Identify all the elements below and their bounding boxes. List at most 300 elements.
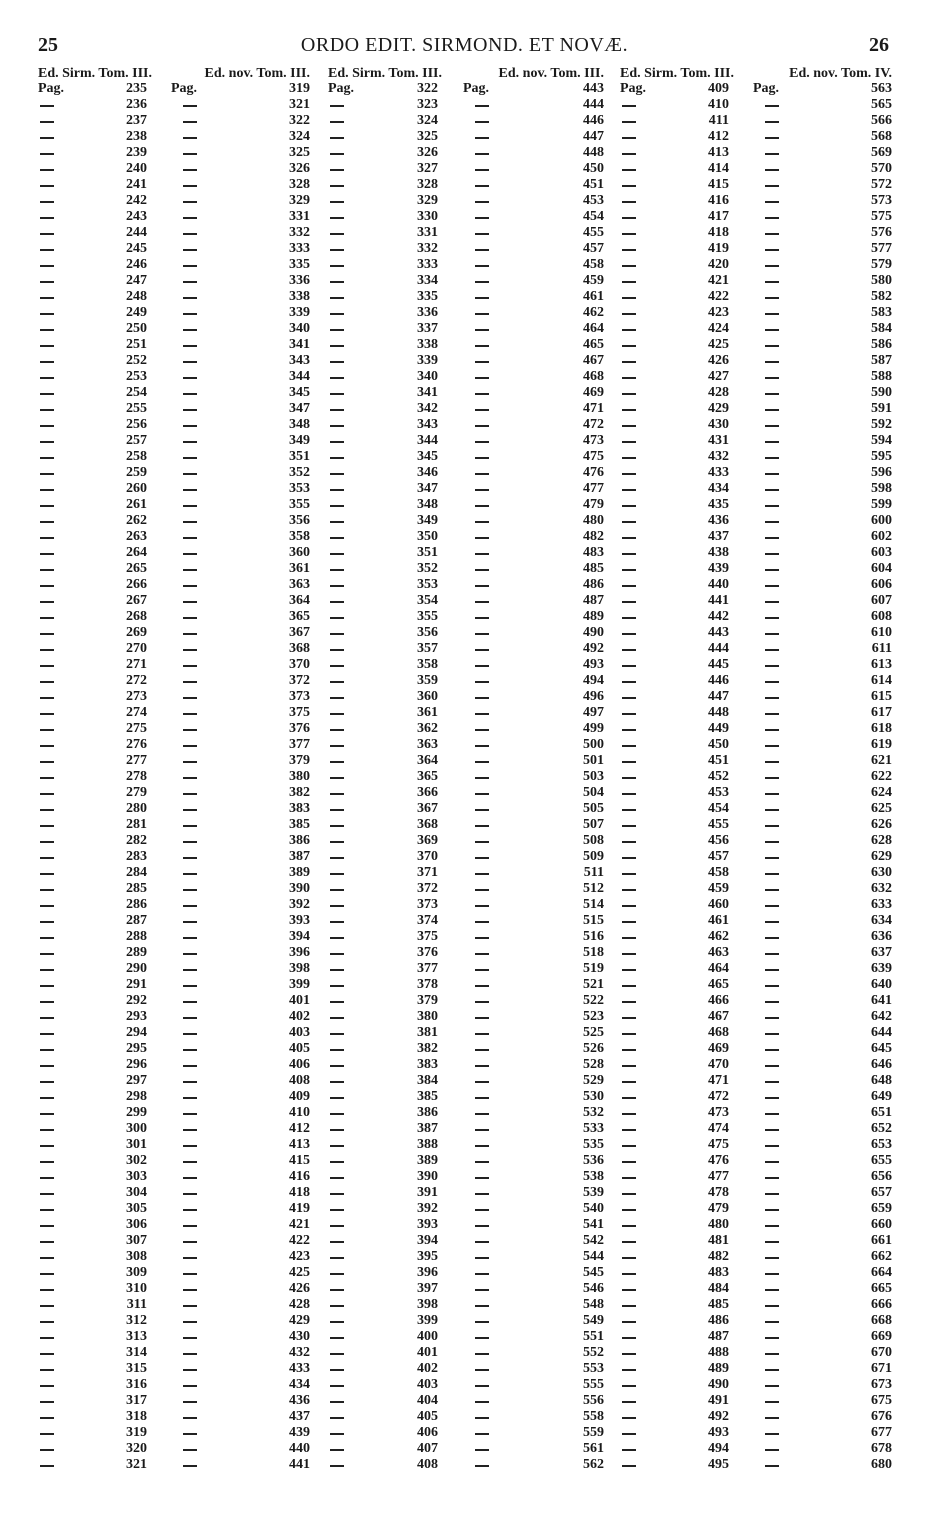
ditto-dash xyxy=(765,425,779,427)
sirmond-page-number: 478 xyxy=(708,1185,729,1200)
ditto-dash xyxy=(330,585,344,587)
ditto-dash xyxy=(622,137,636,139)
ditto-dash xyxy=(40,217,54,219)
sirmond-page-number: 283 xyxy=(126,849,147,864)
ditto-dash xyxy=(183,1465,197,1467)
new-edition-page-number: 539 xyxy=(583,1185,604,1200)
ditto-dash xyxy=(622,585,636,587)
new-edition-page-number: 655 xyxy=(871,1153,892,1168)
new-edition-page-number: 632 xyxy=(871,881,892,896)
sirmond-page-number: 396 xyxy=(417,1265,438,1280)
new-edition-page-number: 428 xyxy=(289,1297,310,1312)
sirmond-page-number: 315 xyxy=(126,1361,147,1376)
ditto-dash xyxy=(765,1145,779,1147)
new-edition-page-number: 662 xyxy=(871,1249,892,1264)
new-edition-page-number: 383 xyxy=(289,801,310,816)
table-row xyxy=(328,529,604,545)
new-edition-page-number: 606 xyxy=(871,577,892,592)
ditto-dash xyxy=(765,393,779,395)
table-row xyxy=(328,673,604,689)
table-row xyxy=(38,961,310,977)
ditto-dash xyxy=(40,233,54,235)
ditto-dash xyxy=(475,697,489,699)
sirmond-page-number: 410 xyxy=(708,97,729,112)
table-row xyxy=(620,1025,892,1041)
sirmond-page-number: 357 xyxy=(417,641,438,656)
table-row xyxy=(328,929,604,945)
sirmond-page-number: 448 xyxy=(708,705,729,720)
table-row xyxy=(328,209,604,225)
table-row xyxy=(38,1105,310,1121)
new-edition-page-number: 341 xyxy=(289,337,310,352)
table-row xyxy=(38,1025,310,1041)
ditto-dash xyxy=(330,937,344,939)
new-edition-page-number: 530 xyxy=(583,1089,604,1104)
table-row xyxy=(38,289,310,305)
ditto-dash xyxy=(622,841,636,843)
table-row xyxy=(328,257,604,273)
ditto-dash xyxy=(40,777,54,779)
ditto-dash xyxy=(330,313,344,315)
new-edition-page-number: 454 xyxy=(583,209,604,224)
table-row xyxy=(328,1057,604,1073)
ditto-dash xyxy=(183,985,197,987)
ditto-dash xyxy=(40,345,54,347)
ditto-dash xyxy=(330,761,344,763)
ditto-dash xyxy=(475,985,489,987)
column-group-header xyxy=(328,66,604,81)
sirmond-page-number: 484 xyxy=(708,1281,729,1296)
table-row xyxy=(38,449,310,465)
ditto-dash xyxy=(475,1033,489,1035)
table-row xyxy=(620,1105,892,1121)
ditto-dash xyxy=(183,1257,197,1259)
ditto-dash xyxy=(183,553,197,555)
new-edition-page-number: 321 xyxy=(289,97,310,112)
sirmond-page-number: 262 xyxy=(126,513,147,528)
sirmond-page-number: 268 xyxy=(126,609,147,624)
table-row xyxy=(38,513,310,529)
table-row xyxy=(38,785,310,801)
ditto-dash xyxy=(765,1081,779,1083)
column-group-header xyxy=(38,66,310,81)
new-edition-page-number: 573 xyxy=(871,193,892,208)
sirmond-page-number: 417 xyxy=(708,209,729,224)
ditto-dash xyxy=(475,249,489,251)
new-edition-page-number: 545 xyxy=(583,1265,604,1280)
new-edition-page-number: 324 xyxy=(289,129,310,144)
sirmond-page-number: 475 xyxy=(708,1137,729,1152)
new-edition-page-number: 335 xyxy=(289,257,310,272)
table-row xyxy=(38,225,310,241)
sirmond-page-number: 378 xyxy=(417,977,438,992)
ditto-dash xyxy=(765,137,779,139)
sirmond-page-number: 482 xyxy=(708,1249,729,1264)
ditto-dash xyxy=(183,873,197,875)
new-edition-page-number: 339 xyxy=(289,305,310,320)
sirmond-page-number: 242 xyxy=(126,193,147,208)
ditto-dash xyxy=(40,745,54,747)
ditto-dash xyxy=(183,777,197,779)
ditto-dash xyxy=(40,1305,54,1307)
sirmond-page-number: 308 xyxy=(126,1249,147,1264)
new-edition-page-number: 548 xyxy=(583,1297,604,1312)
new-edition-page-number: 553 xyxy=(583,1361,604,1376)
ditto-dash xyxy=(40,937,54,939)
table-row xyxy=(38,81,310,97)
ditto-dash xyxy=(475,441,489,443)
sirmond-page-number: 402 xyxy=(417,1361,438,1376)
sirmond-page-number: 384 xyxy=(417,1073,438,1088)
table-row xyxy=(620,177,892,193)
table-row xyxy=(38,817,310,833)
table-row xyxy=(328,1137,604,1153)
ditto-dash xyxy=(765,217,779,219)
ditto-dash xyxy=(40,457,54,459)
ditto-dash xyxy=(475,617,489,619)
table-row xyxy=(328,305,604,321)
sirmond-page-number: 295 xyxy=(126,1041,147,1056)
ditto-dash xyxy=(765,201,779,203)
table-row xyxy=(38,929,310,945)
table-row xyxy=(328,1441,604,1457)
table-row xyxy=(38,1281,310,1297)
table-row xyxy=(620,1409,892,1425)
new-edition-page-number: 486 xyxy=(583,577,604,592)
ditto-dash xyxy=(40,601,54,603)
sirmond-page-number: 314 xyxy=(126,1345,147,1360)
sirmond-page-number: 414 xyxy=(708,161,729,176)
sirmond-page-number: 465 xyxy=(708,977,729,992)
ditto-dash xyxy=(765,569,779,571)
table-row xyxy=(620,81,892,97)
ditto-dash xyxy=(622,1001,636,1003)
ditto-dash xyxy=(330,1161,344,1163)
sirmond-page-number: 301 xyxy=(126,1137,147,1152)
ditto-dash xyxy=(622,313,636,315)
new-edition-page-number: 329 xyxy=(289,193,310,208)
sirmond-page-number: 327 xyxy=(417,161,438,176)
sirmond-page-number: 272 xyxy=(126,673,147,688)
table-row xyxy=(38,1361,310,1377)
ditto-dash xyxy=(330,1321,344,1323)
ditto-dash xyxy=(40,313,54,315)
sirmond-page-number: 361 xyxy=(417,705,438,720)
sirmond-page-number: 458 xyxy=(708,865,729,880)
table-row xyxy=(328,1265,604,1281)
ditto-dash xyxy=(183,1449,197,1451)
sirmond-page-number: 236 xyxy=(126,97,147,112)
table-row xyxy=(38,1409,310,1425)
ditto-dash xyxy=(40,393,54,395)
sirmond-page-number: 463 xyxy=(708,945,729,960)
sirmond-page-number: 351 xyxy=(417,545,438,560)
table-row xyxy=(328,897,604,913)
new-edition-page-number: 512 xyxy=(583,881,604,896)
sirmond-page-number: 235 xyxy=(126,81,147,96)
table-row xyxy=(328,1169,604,1185)
table-row xyxy=(38,1073,310,1089)
ditto-dash xyxy=(183,1065,197,1067)
ditto-dash xyxy=(183,1161,197,1163)
ditto-dash xyxy=(475,1241,489,1243)
new-edition-page-number: 376 xyxy=(289,721,310,736)
new-edition-page-number: 556 xyxy=(583,1393,604,1408)
new-edition-page-number: 497 xyxy=(583,705,604,720)
table-row xyxy=(620,433,892,449)
table-row xyxy=(328,865,604,881)
sirmond-page-number: 387 xyxy=(417,1121,438,1136)
ditto-dash xyxy=(765,473,779,475)
ditto-dash xyxy=(183,1417,197,1419)
ditto-dash xyxy=(40,1401,54,1403)
ditto-dash xyxy=(622,1209,636,1211)
new-edition-page-number: 607 xyxy=(871,593,892,608)
new-edition-page-number: 415 xyxy=(289,1153,310,1168)
new-edition-page-number: 656 xyxy=(871,1169,892,1184)
ditto-dash xyxy=(475,185,489,187)
sirmond-page-number: 245 xyxy=(126,241,147,256)
sirmond-page-number: 400 xyxy=(417,1329,438,1344)
table-row xyxy=(328,993,604,1009)
new-edition-page-number: 360 xyxy=(289,545,310,560)
table-row xyxy=(620,1217,892,1233)
ditto-dash xyxy=(40,265,54,267)
new-edition-page-number: 511 xyxy=(583,865,604,880)
ditto-dash xyxy=(183,569,197,571)
new-edition-page-number: 595 xyxy=(871,449,892,464)
ditto-dash xyxy=(622,649,636,651)
new-edition-page-number: 504 xyxy=(583,785,604,800)
ditto-dash xyxy=(40,281,54,283)
sirmond-page-number: 485 xyxy=(708,1297,729,1312)
new-edition-page-number: 401 xyxy=(289,993,310,1008)
ditto-dash xyxy=(475,889,489,891)
table-row xyxy=(328,833,604,849)
table-row xyxy=(620,257,892,273)
table-row xyxy=(328,1233,604,1249)
sirmond-page-number: 371 xyxy=(417,865,438,880)
table-row xyxy=(38,977,310,993)
new-edition-page-number: 514 xyxy=(583,897,604,912)
new-edition-page-number: 496 xyxy=(583,689,604,704)
ditto-dash xyxy=(40,1465,54,1467)
new-edition-page-number: 645 xyxy=(871,1041,892,1056)
new-edition-page-number: 325 xyxy=(289,145,310,160)
ditto-dash xyxy=(183,1289,197,1291)
new-edition-page-number: 426 xyxy=(289,1281,310,1296)
table-row xyxy=(328,321,604,337)
ditto-dash xyxy=(475,1049,489,1051)
new-edition-page-number: 546 xyxy=(583,1281,604,1296)
table-row xyxy=(620,369,892,385)
sirmond-page-number: 310 xyxy=(126,1281,147,1296)
new-edition-page-number: 525 xyxy=(583,1025,604,1040)
ditto-dash xyxy=(40,825,54,827)
table-row xyxy=(328,481,604,497)
new-edition-page-number: 515 xyxy=(583,913,604,928)
ditto-dash xyxy=(765,665,779,667)
sirmond-page-number: 309 xyxy=(126,1265,147,1280)
ditto-dash xyxy=(40,169,54,171)
ditto-dash xyxy=(622,281,636,283)
ditto-dash xyxy=(475,1417,489,1419)
ditto-dash xyxy=(183,617,197,619)
right-page-number: 26 xyxy=(869,34,889,56)
table-row xyxy=(328,609,604,625)
sirmond-page-number: 379 xyxy=(417,993,438,1008)
ditto-dash xyxy=(622,1433,636,1435)
sirmond-page-number: 493 xyxy=(708,1425,729,1440)
ditto-dash xyxy=(330,969,344,971)
table-row xyxy=(38,1377,310,1393)
ditto-dash xyxy=(622,1465,636,1467)
table-row xyxy=(328,145,604,161)
new-edition-page-number: 416 xyxy=(289,1169,310,1184)
ditto-dash xyxy=(475,521,489,523)
table-row xyxy=(328,417,604,433)
table-row xyxy=(620,513,892,529)
ditto-dash xyxy=(183,601,197,603)
ditto-dash xyxy=(183,649,197,651)
ditto-dash xyxy=(330,169,344,171)
sirmond-page-number: 472 xyxy=(708,1089,729,1104)
sirmond-page-number: 238 xyxy=(126,129,147,144)
ditto-dash xyxy=(330,345,344,347)
ditto-dash xyxy=(330,185,344,187)
table-row xyxy=(328,97,604,113)
new-edition-page-number: 509 xyxy=(583,849,604,864)
sirmond-page-number: 380 xyxy=(417,1009,438,1024)
ditto-dash xyxy=(475,969,489,971)
ditto-dash xyxy=(330,441,344,443)
ditto-dash xyxy=(475,873,489,875)
sirmond-page-number: 412 xyxy=(708,129,729,144)
sirmond-page-number: 455 xyxy=(708,817,729,832)
new-edition-page-number: 507 xyxy=(583,817,604,832)
ditto-dash xyxy=(765,297,779,299)
ditto-dash xyxy=(475,329,489,331)
sirmond-page-number: 365 xyxy=(417,769,438,784)
ditto-dash xyxy=(40,1049,54,1051)
new-edition-page-number: 430 xyxy=(289,1329,310,1344)
new-edition-page-number: 340 xyxy=(289,321,310,336)
ditto-dash xyxy=(475,1113,489,1115)
new-edition-page-number: 487 xyxy=(583,593,604,608)
sirmond-page-number: 442 xyxy=(708,609,729,624)
sirmond-page-number: 401 xyxy=(417,1345,438,1360)
sirmond-page-number: 373 xyxy=(417,897,438,912)
sirmond-page-number: 347 xyxy=(417,481,438,496)
sirmond-page-number: 462 xyxy=(708,929,729,944)
ditto-dash xyxy=(330,1177,344,1179)
new-edition-page-number: 500 xyxy=(583,737,604,752)
ditto-dash xyxy=(765,457,779,459)
ditto-dash xyxy=(183,953,197,955)
new-edition-page-number: 394 xyxy=(289,929,310,944)
ditto-dash xyxy=(183,1369,197,1371)
ditto-dash xyxy=(475,1209,489,1211)
ditto-dash xyxy=(40,681,54,683)
ditto-dash xyxy=(40,537,54,539)
new-edition-page-number: 518 xyxy=(583,945,604,960)
ditto-dash xyxy=(40,361,54,363)
sirmond-page-number: 275 xyxy=(126,721,147,736)
new-edition-page-number: 652 xyxy=(871,1121,892,1136)
new-edition-page-number: 490 xyxy=(583,625,604,640)
ditto-dash xyxy=(622,361,636,363)
ditto-dash xyxy=(183,1337,197,1339)
new-edition-page-number: 666 xyxy=(871,1297,892,1312)
sirmond-page-number: 459 xyxy=(708,881,729,896)
sirmond-page-number: 479 xyxy=(708,1201,729,1216)
sirmond-page-number: 483 xyxy=(708,1265,729,1280)
ditto-dash xyxy=(330,521,344,523)
sirmond-page-number: 452 xyxy=(708,769,729,784)
ditto-dash xyxy=(622,553,636,555)
ditto-dash xyxy=(40,889,54,891)
table-row xyxy=(328,705,604,721)
sirmond-page-number: 288 xyxy=(126,929,147,944)
table-row xyxy=(38,721,310,737)
ditto-dash xyxy=(475,137,489,139)
ditto-dash xyxy=(765,553,779,555)
table-row xyxy=(620,305,892,321)
sirmond-page-number: 265 xyxy=(126,561,147,576)
sirmond-page-number: 350 xyxy=(417,529,438,544)
sirmond-page-number: 335 xyxy=(417,289,438,304)
new-edition-page-number: 429 xyxy=(289,1313,310,1328)
new-edition-page-number: 529 xyxy=(583,1073,604,1088)
table-row xyxy=(620,417,892,433)
new-edition-page-number: 586 xyxy=(871,337,892,352)
sirmond-page-number: 405 xyxy=(417,1409,438,1424)
sirmond-page-number: 440 xyxy=(708,577,729,592)
ditto-dash xyxy=(330,1145,344,1147)
ditto-dash xyxy=(475,1225,489,1227)
new-edition-page-number: 659 xyxy=(871,1201,892,1216)
ditto-dash xyxy=(765,489,779,491)
sirmond-page-number: 407 xyxy=(417,1441,438,1456)
new-edition-page-number: 403 xyxy=(289,1025,310,1040)
sirmond-page-number: 274 xyxy=(126,705,147,720)
new-edition-page-number: 669 xyxy=(871,1329,892,1344)
table-row xyxy=(38,1393,310,1409)
sirmond-page-number: 287 xyxy=(126,913,147,928)
new-edition-page-number: 668 xyxy=(871,1313,892,1328)
sirmond-page-number: 267 xyxy=(126,593,147,608)
ditto-dash xyxy=(622,1129,636,1131)
sirmond-page-number: 449 xyxy=(708,721,729,736)
new-edition-page-number: 625 xyxy=(871,801,892,816)
sirmond-page-number: 349 xyxy=(417,513,438,528)
sirmond-page-number: 430 xyxy=(708,417,729,432)
ditto-dash xyxy=(330,745,344,747)
ditto-dash xyxy=(622,233,636,235)
ditto-dash xyxy=(183,1017,197,1019)
ditto-dash xyxy=(330,713,344,715)
new-edition-page-number: 519 xyxy=(583,961,604,976)
new-edition-page-number: 604 xyxy=(871,561,892,576)
ditto-dash xyxy=(330,1353,344,1355)
new-edition-page-number: 385 xyxy=(289,817,310,832)
new-edition-page-number: 570 xyxy=(871,161,892,176)
table-row xyxy=(620,801,892,817)
ditto-dash xyxy=(765,777,779,779)
table-row xyxy=(328,289,604,305)
sirmond-page-number: 239 xyxy=(126,145,147,160)
table-row xyxy=(328,689,604,705)
